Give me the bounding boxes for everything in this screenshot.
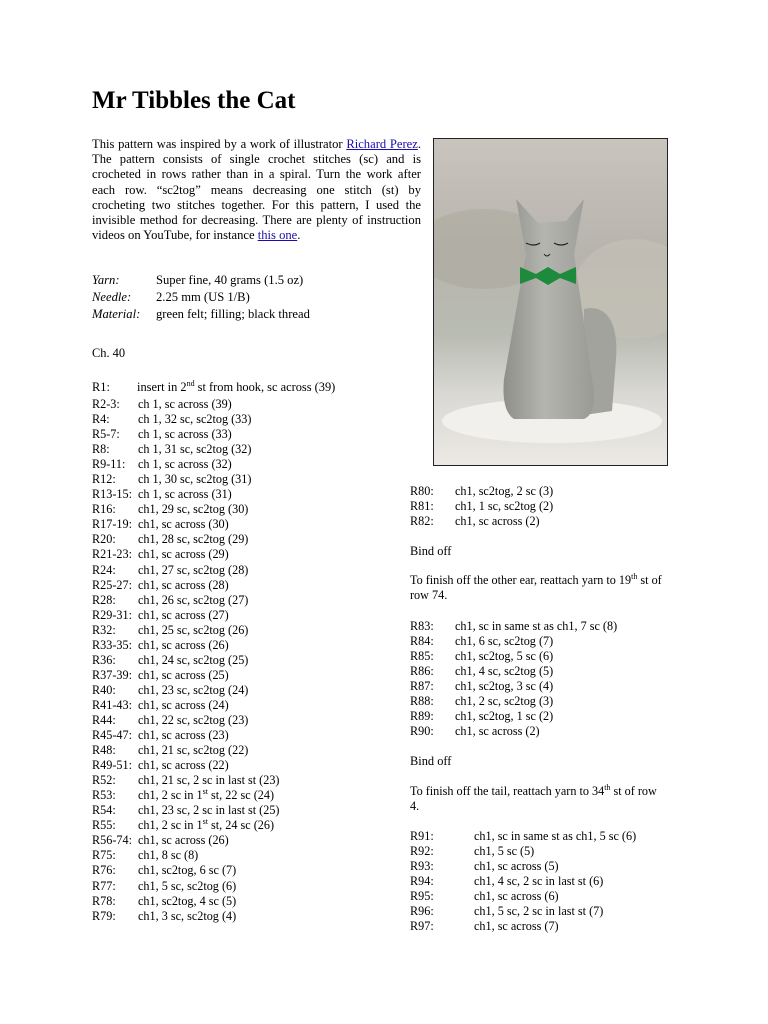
row-text: insert in 2nd st from hook, sc across (39) [137, 378, 336, 394]
chain-instruction: Ch. 40 [92, 346, 126, 360]
pattern-row [92, 879, 280, 894]
pattern-row [410, 889, 636, 904]
pattern-row [92, 427, 280, 442]
row-text: ch1, 2 sc in 1st st, 22 sc (24) [138, 787, 275, 803]
row-label: R97: [410, 919, 434, 934]
row-label: R28: [92, 592, 116, 607]
pattern-row [92, 593, 280, 608]
row-text: ch 1, 32 sc, sc2tog (33) [138, 412, 252, 427]
row-text: ch1, sc across (7) [474, 919, 559, 934]
pattern-row [92, 487, 280, 502]
row-text: ch1, 2 sc in 1st st, 24 sc (26) [138, 817, 275, 833]
row-text: ch1, 29 sc, sc2tog (30) [138, 502, 249, 517]
material-value: green felt; filling; black thread [156, 307, 310, 321]
intro-paragraph [92, 137, 421, 243]
pattern-row [92, 848, 280, 863]
row-label: R80: [410, 484, 434, 498]
row-text: ch1, sc across (29) [138, 547, 229, 562]
pattern-row [92, 578, 280, 593]
row-label: R81: [410, 499, 434, 514]
row-label: R53: [92, 788, 116, 803]
pattern-row [92, 397, 280, 412]
row-label: R83: [410, 619, 434, 633]
row-text: ch1, sc across (30) [138, 517, 229, 532]
row-label: R75: [92, 848, 116, 863]
pattern-row [92, 863, 280, 878]
pattern-row [92, 638, 280, 653]
row-label: R21-23: [92, 547, 132, 562]
row-text: ch 1, sc across (32) [138, 457, 232, 472]
row-label: R56-74: [92, 833, 132, 848]
row-label: R84: [410, 634, 434, 649]
row-label: R90: [410, 724, 434, 739]
row-text: ch1, sc2tog, 3 sc (4) [455, 679, 554, 694]
pattern-row [92, 517, 280, 532]
pattern-row [410, 499, 553, 514]
row-text: ch1, sc across (5) [474, 859, 559, 874]
pattern-row [92, 833, 280, 848]
row-label: R93: [410, 859, 434, 874]
row-text: ch1, sc2tog, 4 sc (5) [138, 893, 237, 908]
pattern-row [92, 743, 280, 758]
finish-ear-instruction: To finish off the other ear, reattach yarn to 19th st of row 74. [410, 571, 662, 602]
row-text: ch1, 25 sc, sc2tog (26) [138, 622, 249, 637]
row-label: R79: [92, 908, 116, 923]
row-label: R96: [410, 904, 434, 919]
pattern-row [410, 484, 553, 499]
pattern-row [410, 844, 636, 859]
pattern-row [92, 788, 280, 803]
page-title: Mr Tibbles the Cat [92, 87, 296, 114]
row-label: R94: [410, 874, 434, 889]
row-text: ch1, sc across (27) [138, 607, 229, 622]
row-label: R55: [92, 818, 116, 833]
row-label: R82: [410, 514, 434, 529]
pattern-row [92, 818, 280, 833]
row-label: R78: [92, 893, 116, 908]
row-text: ch1, 22 sc, sc2tog (23) [138, 712, 249, 727]
row-text: ch1, sc across (2) [455, 724, 540, 739]
right-row-list-c [410, 829, 636, 934]
pattern-row [410, 859, 636, 874]
row-label: R16: [92, 502, 116, 517]
left-row-list [92, 397, 280, 924]
row-text: ch1, sc2tog, 5 sc (6) [455, 649, 554, 664]
row-text: ch1, 27 sc, sc2tog (28) [138, 562, 249, 577]
row-label: R89: [410, 709, 434, 724]
row-label: R17-19: [92, 517, 132, 532]
row-text: ch1, sc2tog, 2 sc (3) [455, 484, 554, 498]
row-text: ch1, 1 sc, sc2tog (2) [455, 499, 554, 514]
row-text: ch1, 28 sc, sc2tog (29) [138, 532, 249, 547]
row-label: R24: [92, 562, 116, 577]
row-text: ch1, sc across (2) [455, 514, 540, 529]
row-text: ch1, 5 sc, 2 sc in last st (7) [474, 904, 604, 919]
bind-off-1: Bind off [410, 544, 452, 558]
intro-text-1: This pattern was inspired by a work of illustrator [92, 137, 347, 151]
row-text: ch 1, sc across (31) [138, 487, 232, 502]
row-text: ch 1, 31 sc, sc2tog (32) [138, 442, 252, 457]
material-value: 2.25 mm (US 1/B) [156, 290, 250, 304]
row-text: ch1, 5 sc, sc2tog (6) [138, 878, 237, 893]
row-label: R29-31: [92, 607, 132, 622]
row-label: R1: [92, 380, 110, 394]
row-label: R91: [410, 829, 434, 843]
row-label: R13-15: [92, 487, 132, 502]
row-text: ch1, 21 sc, 2 sc in last st (23) [138, 773, 280, 788]
pattern-row [410, 514, 553, 529]
row-label: R41-43: [92, 697, 132, 712]
row-text: ch1, 24 sc, sc2tog (25) [138, 652, 249, 667]
pattern-row [410, 709, 617, 724]
row-text: ch1, sc across (26) [138, 637, 229, 652]
row-label: R9-11: [92, 457, 126, 472]
pattern-row [92, 623, 280, 638]
material-label: Yarn: [92, 273, 120, 287]
pattern-row [92, 894, 280, 909]
pattern-row [92, 532, 280, 547]
row-label: R25-27: [92, 577, 132, 592]
row-text: ch 1, sc across (39) [138, 397, 232, 411]
pattern-row [92, 909, 280, 924]
row-label: R32: [92, 622, 116, 637]
pattern-row [92, 502, 280, 517]
pattern-row [410, 904, 636, 919]
row-text: ch1, 2 sc, sc2tog (3) [455, 694, 554, 709]
row-text: ch1, sc across (25) [138, 667, 229, 682]
pattern-row [410, 634, 617, 649]
row-text: ch1, sc across (28) [138, 577, 229, 592]
pattern-row [92, 683, 280, 698]
row-text: ch1, 8 sc (8) [138, 848, 199, 863]
row-label: R92: [410, 844, 434, 859]
row-label: R40: [92, 682, 116, 697]
row-label: R49-51: [92, 758, 132, 773]
row-label: R77: [92, 878, 116, 893]
row-text: ch1, sc in same st as ch1, 5 sc (6) [474, 829, 637, 843]
row-label: R8: [92, 442, 110, 457]
row-label: R4: [92, 412, 110, 427]
material-value: Super fine, 40 grams (1.5 oz) [156, 273, 304, 287]
pattern-row [92, 608, 280, 623]
pattern-row [92, 472, 280, 487]
row-label: R88: [410, 694, 434, 709]
pattern-row [92, 563, 280, 578]
row-text: ch1, sc in same st as ch1, 7 sc (8) [455, 619, 618, 633]
pattern-row [92, 442, 280, 457]
pattern-row [410, 619, 617, 634]
row-label: R52: [92, 773, 116, 788]
pattern-row [410, 919, 636, 934]
row-text: ch1, 4 sc, 2 sc in last st (6) [474, 874, 604, 889]
pattern-row [410, 829, 636, 844]
pattern-row [92, 412, 280, 427]
material-label: Material: [92, 307, 141, 321]
intro-text-2: . The pattern consists of single crochet stitches (sc) and is crocheted in rows rather than in a spiral. Turn the work after each row. “sc2tog” means decreasing one stitch (st) by crocheting two stitches together. For this pattern, I used the invisible method for decreasing. There are plenty of instruction videos on YouTube, for instance [92, 137, 421, 243]
row-text: ch1, sc2tog, 1 sc (2) [455, 709, 554, 724]
row-label: R33-35: [92, 637, 132, 652]
row-label: R54: [92, 803, 116, 818]
row-text: ch 1, 30 sc, sc2tog (31) [138, 472, 252, 487]
row-label: R95: [410, 889, 434, 904]
pattern-row [92, 713, 280, 728]
pattern-row [410, 679, 617, 694]
row-text: ch1, 23 sc, sc2tog (24) [138, 682, 249, 697]
material-label: Needle: [92, 290, 132, 304]
row-label: R44: [92, 712, 116, 727]
row-label: R76: [92, 863, 116, 878]
row-label: R86: [410, 664, 434, 679]
row-label: R48: [92, 743, 116, 758]
row-label: R36: [92, 652, 116, 667]
pattern-row [92, 758, 280, 773]
pattern-row [410, 664, 617, 679]
pattern-row [92, 457, 280, 472]
row-text: ch1, 3 sc, sc2tog (4) [138, 908, 237, 923]
row-text: ch1, 6 sc, sc2tog (7) [455, 634, 554, 649]
pattern-row [92, 547, 280, 562]
pattern-row [92, 773, 280, 788]
row-label: R37-39: [92, 667, 132, 682]
row-text: ch1, sc across (23) [138, 728, 229, 743]
this-one-link[interactable]: this one [257, 228, 298, 243]
pattern-row [410, 874, 636, 889]
pattern-row [410, 694, 617, 709]
row-text: ch1, 5 sc (5) [474, 844, 535, 859]
pattern-row [410, 649, 617, 664]
material-row-material [92, 306, 310, 323]
row-label: R5-7: [92, 427, 120, 442]
row-text: ch1, sc across (6) [474, 889, 559, 904]
right-row-list-b [410, 619, 617, 739]
finish-tail-instruction: To finish off the tail, reattach yarn to 34th st of row 4. [410, 782, 657, 813]
row-text: ch1, 26 sc, sc2tog (27) [138, 592, 249, 607]
pattern-row [92, 728, 280, 743]
row-label: R20: [92, 532, 116, 547]
row-text: ch1, 23 sc, 2 sc in last st (25) [138, 803, 280, 818]
row-text: ch1, sc2tog, 6 sc (7) [138, 863, 237, 878]
richard-perez-link[interactable]: Richard Perez [346, 137, 418, 151]
row-label: R2-3: [92, 397, 120, 411]
material-row-yarn [92, 272, 303, 289]
row-label: R12: [92, 472, 116, 487]
row-text: ch1, 4 sc, sc2tog (5) [455, 664, 554, 679]
intro-text-3: . [297, 228, 301, 243]
row-r1 [92, 380, 335, 395]
pattern-row [410, 724, 617, 739]
pattern-row [92, 653, 280, 668]
row-label: R45-47: [92, 728, 132, 743]
row-label: R85: [410, 649, 434, 664]
pattern-row [92, 698, 280, 713]
row-label: R87: [410, 679, 434, 694]
bind-off-2: Bind off [410, 754, 452, 768]
cat-photo [433, 138, 668, 466]
pattern-row [92, 803, 280, 818]
pattern-row [92, 668, 280, 683]
row-text: ch1, 21 sc, sc2tog (22) [138, 743, 249, 758]
right-row-list-a [410, 484, 553, 529]
row-text: ch 1, sc across (33) [138, 427, 232, 442]
row-text: ch1, sc across (24) [138, 697, 229, 712]
row-text: ch1, sc across (26) [138, 833, 229, 848]
row-text: ch1, sc across (22) [138, 758, 229, 773]
material-row-needle [92, 289, 250, 306]
